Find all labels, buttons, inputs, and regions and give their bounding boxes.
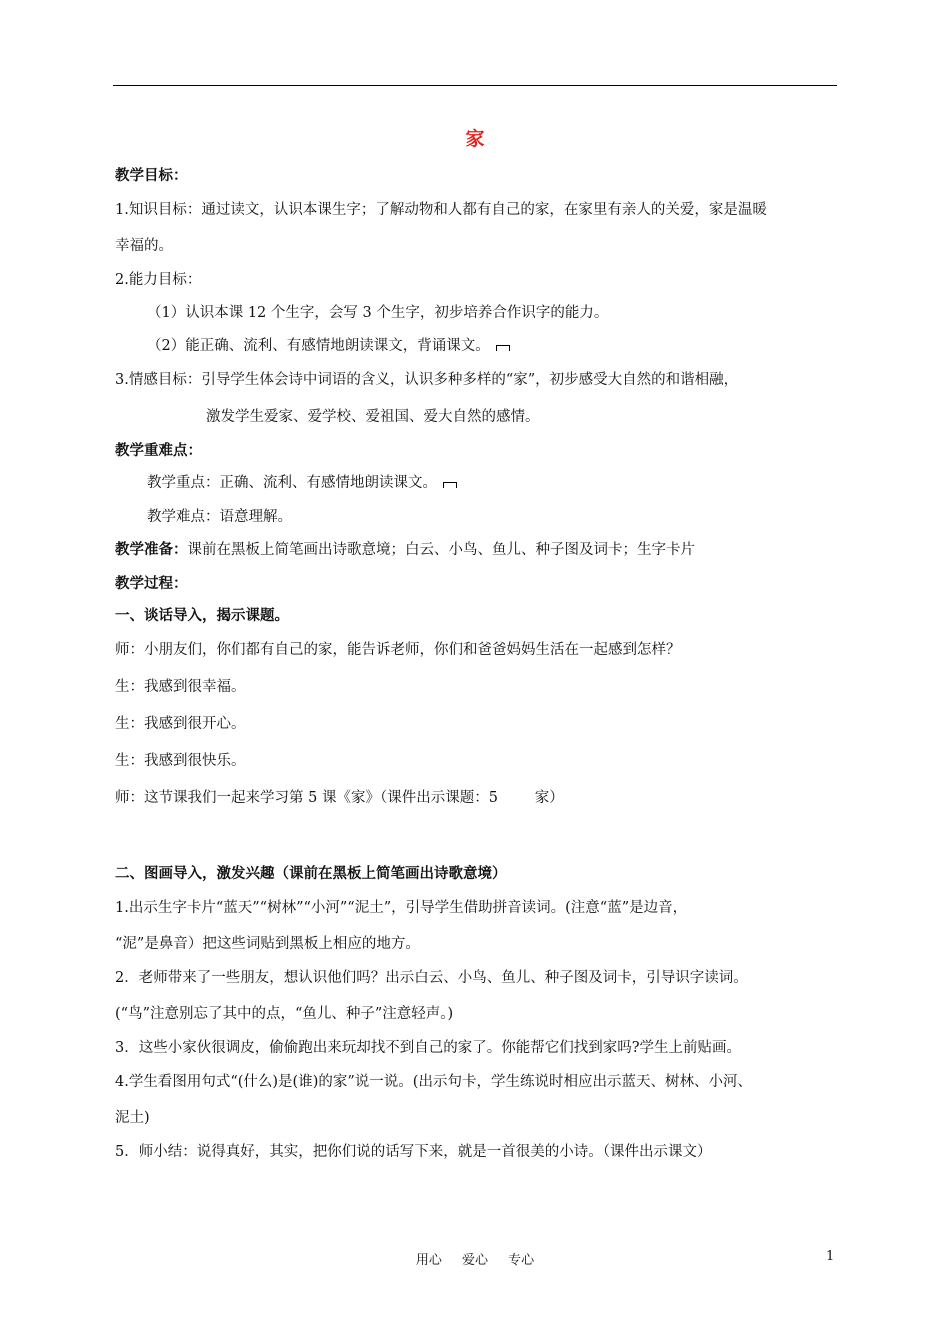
part-2-item-2-line-2: (“鸟”注意别忘了其中的点，“鱼儿、种子”注意轻声。) [115, 1006, 454, 1022]
part-2-item-3: 3．这些小家伙很调皮，偷偷跑出来玩却找不到自己的家了。你能帮它们找到家吗?学生上前贴画。 [115, 1040, 741, 1056]
goal-3-line-2: 激发学生爱家、爱学校、爱祖国、爱大自然的感情。 [206, 409, 540, 425]
key-point-row [147, 471, 457, 492]
part-1-heading: 一、谈话导入，揭示课题。 [115, 608, 289, 624]
key-points-heading: 教学重难点： [115, 443, 202, 459]
dialog-line-2: 生：我感到很幸福。 [115, 679, 246, 695]
preparation-row [115, 538, 695, 559]
goal-2-item-2-row [147, 334, 510, 355]
dialog-line-4: 生：我感到很快乐。 [115, 753, 246, 769]
edit-mark-icon [496, 345, 510, 351]
goal-2-item-1: （1）认识本课 12 个生字，会写 3 个生字，初步培养合作识字的能力。 [147, 305, 609, 321]
footer-motto: 用心 爱心 专心 [415, 1253, 535, 1268]
dialog-line-5: 师：这节课我们一起来学习第 5 课《家》（课件出示课题：5 家） [115, 790, 564, 806]
difficult-point: 教学难点：语意理解。 [147, 509, 292, 525]
key-point: 教学重点：正确、流利、有感情地朗读课文。 [147, 475, 437, 491]
dialog-line-1: 师：小朋友们，你们都有自己的家，能告诉老师，你们和爸爸妈妈生活在一起感到怎样？ [115, 642, 681, 658]
part-2-item-5: 5．师小结：说得真好，其实，把你们说的话写下来，就是一首很美的小诗。（课件出示课文） [115, 1144, 712, 1160]
part-2-item-2-line-1: 2．老师带来了一些朋友，想认识他们吗？出示白云、小鸟、鱼儿、种子图及词卡，引导识字读词。 [115, 970, 748, 986]
process-heading: 教学过程： [115, 576, 188, 592]
dialog-line-3: 生：我感到很开心。 [115, 716, 246, 732]
goals-heading: 教学目标： [115, 168, 188, 184]
goal-3-line-1: 3.情感目标：引导学生体会诗中词语的含义，认识多种多样的“家”，初步感受大自然的和谐相融， [115, 372, 739, 388]
part-2-item-1-line-1: 1.出示生字卡片“蓝天”“树林”“小河”“泥土”，引导学生借助拼音读词。(注意“蓝”是边音， [115, 900, 688, 916]
part-2-item-1-line-2: “泥”是鼻音）把这些词贴到黑板上相应的地方。 [115, 936, 420, 952]
goal-2-heading: 2.能力目标： [115, 272, 202, 288]
header-rule [113, 85, 837, 86]
edit-mark-icon [443, 482, 457, 488]
goal-1-line-2: 幸福的。 [115, 238, 173, 254]
goal-2-item-2: （2）能正确、流利、有感情地朗读课文，背诵课文。 [147, 338, 490, 354]
document-title: 家 [465, 128, 485, 150]
goal-1-line-1: 1.知识目标：通过读文，认识本课生字；了解动物和人都有自己的家，在家里有亲人的关爱，家是温暖 [115, 202, 767, 218]
page-number: 1 [826, 1249, 835, 1264]
preparation-label: 教学准备： [115, 542, 188, 558]
part-2-item-4-line-1: 4.学生看图用句式“(什么)是(谁)的家”说一说。(出示句卡，学生练说时相应出示蓝天、树林、小河、 [115, 1074, 752, 1090]
part-2-item-4-line-2: 泥土) [115, 1110, 150, 1126]
preparation-text: 课前在黑板上简笔画出诗歌意境；白云、小鸟、鱼儿、种子图及词卡；生字卡片 [187, 542, 695, 558]
part-2-heading: 二、图画导入，激发兴趣（课前在黑板上简笔画出诗歌意境） [115, 866, 507, 882]
